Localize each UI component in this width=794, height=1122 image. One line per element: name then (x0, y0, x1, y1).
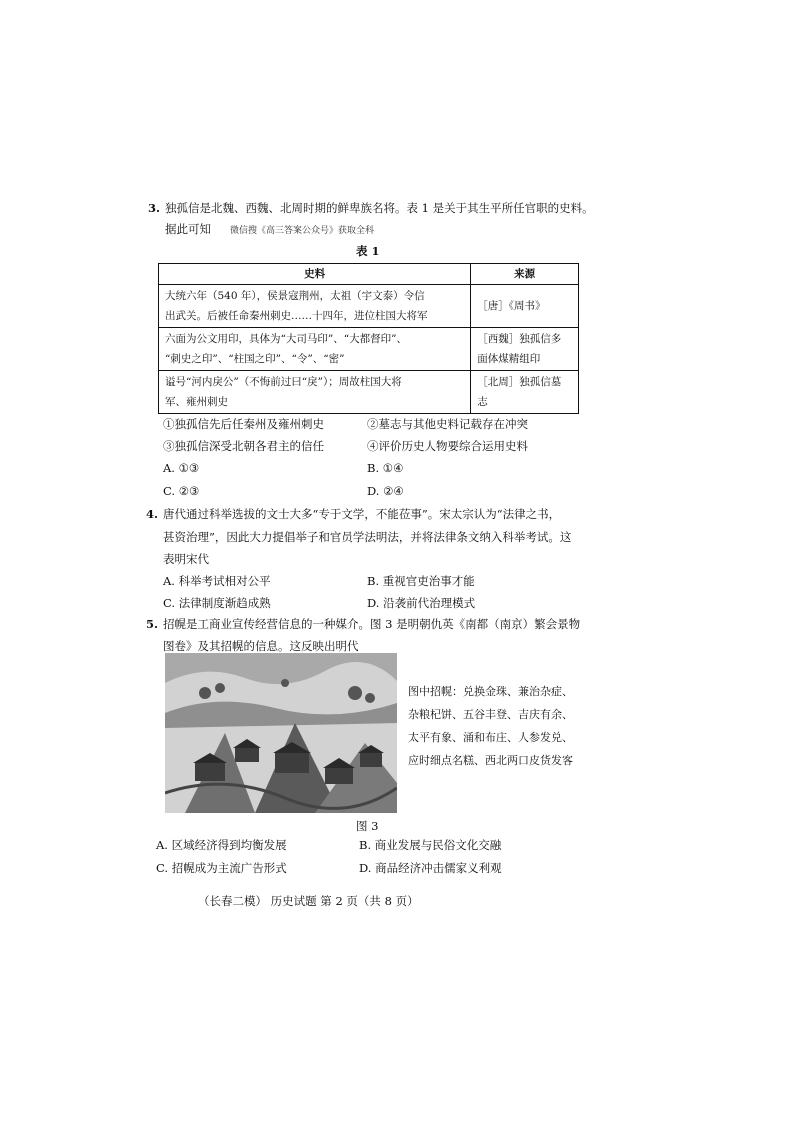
table-row (159, 371, 579, 414)
table-cell-source (471, 285, 579, 328)
q3-option-d[interactable]: D. ②④ (367, 484, 404, 498)
source-table (158, 263, 579, 414)
table-cell-source (471, 371, 579, 414)
cell-line: ［唐］《周书》 (477, 300, 546, 312)
cell-line: 志 (477, 396, 488, 408)
cell-line: 谥号“河内戾公”（不悔前过曰“戾”）；周故柱国大将 (165, 376, 402, 388)
q3-stem-line2: 据此可知 (165, 222, 211, 236)
table-row (159, 328, 579, 371)
table-title: 表 1 (356, 244, 380, 258)
table-row (159, 285, 579, 328)
q5-option-d[interactable]: D. 商品经济冲击儒家义利观 (359, 861, 502, 875)
q5-option-a[interactable]: A. 区域经济得到均衡发展 (156, 838, 287, 852)
table-header-row (159, 264, 579, 285)
q4-number: 4. (146, 507, 159, 521)
q5-option-b[interactable]: B. 商业发展与民俗文化交融 (359, 838, 502, 852)
table-header-origin: 来源 (471, 264, 579, 285)
q3-statement-3: ③独孤信深受北朝各君主的信任 (163, 439, 324, 453)
q3-option-c[interactable]: C. ②③ (163, 484, 200, 498)
q4-stem-line1: 唐代通过科举选拔的文士大多“专于文学，不能莅事”。宋太宗认为“法律之书， (163, 507, 561, 521)
ming-painting-image (165, 653, 397, 813)
cell-line: ［北周］独孤信墓 (477, 376, 562, 388)
q5-option-c[interactable]: C. 招幌成为主流广告形式 (156, 861, 287, 875)
q3-statement-1: ①独孤信先后任秦州及雍州刺史 (163, 417, 324, 431)
page-footer: （长春二模） 历史试题 第 2 页（共 8 页） (198, 894, 419, 908)
figure-caption: 图中招幌：兑换金珠、兼治杂症、杂粮杞饼、五谷丰登、吉庆有余、太平有象、涌和布庄、人参发兑、应时细点名糕、西北两口皮货发客 (408, 685, 573, 767)
cell-line: 面体煤精组印 (477, 353, 541, 365)
cell-line: 出武关。后被任命秦州刺史……十四年，进位柱国大将军 (165, 310, 428, 322)
cell-line: “刺史之印”、“柱国之印”、“令”、“密” (165, 353, 345, 365)
table-header-source-text: 史料 (159, 264, 471, 285)
q3-statement-4: ④评价历史人物要综合运用史料 (367, 439, 528, 453)
cell-line: 六面为公文用印，具体为“大司马印”、“大都督印”、 (165, 333, 407, 345)
q3-watermark: 微信搜《高三答案公众号》获取全科 (230, 226, 375, 236)
q5-stem-line2: 图卷》及其招幌的信息。这反映出明代 (163, 639, 359, 653)
q4-option-d[interactable]: D. 沿袭前代治理模式 (367, 596, 476, 610)
table-cell-text (159, 371, 471, 414)
cell-line: ［西魏］独孤信多 (477, 333, 562, 345)
table-cell-text (159, 328, 471, 371)
painting-illustration (165, 653, 397, 813)
table-cell-source (471, 328, 579, 371)
table-cell-text (159, 285, 471, 328)
q5-stem-line1: 招幌是工商业宣传经营信息的一种媒介。图 3 是明朝仇英《南都（南京）繁会景物 (163, 617, 581, 631)
q4-stem-line2: 甚资治理”，因此大力提倡举子和官员学法明法，并将法律条文纳入科举考试。这 (163, 530, 572, 544)
cell-line: 大统六年（540 年），侯景寇荆州，太祖（宇文泰）令信 (165, 290, 425, 302)
q5-number: 5. (146, 617, 159, 631)
q4-stem-line3: 表明宋代 (163, 552, 209, 566)
q3-statement-2: ②墓志与其他史料记载存在冲突 (367, 417, 528, 431)
q4-option-c[interactable]: C. 法律制度渐趋成熟 (163, 596, 271, 610)
q3-option-b[interactable]: B. ①④ (367, 461, 404, 475)
q4-option-a[interactable]: A. 科举考试相对公平 (163, 574, 271, 588)
cell-line: 军、雍州刺史 (165, 396, 228, 408)
figure-label: 图 3 (356, 819, 379, 833)
q3-stem-line1: 独孤信是北魏、西魏、北周时期的鲜卑族名将。表 1 是关于其生平所任官职的史料。 (165, 201, 594, 215)
q3-number: 3. (148, 201, 161, 215)
q4-option-b[interactable]: B. 重视官吏治事才能 (367, 574, 475, 588)
q3-option-a[interactable]: A. ①③ (163, 461, 200, 475)
